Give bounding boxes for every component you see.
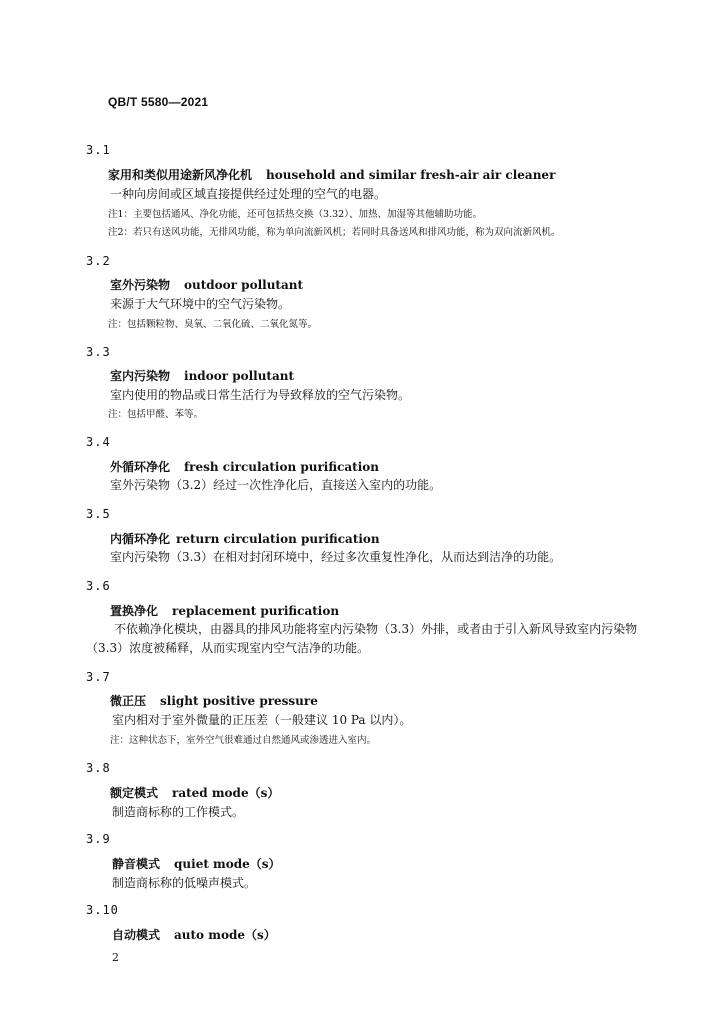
term-cn: 室外污染物 — [110, 278, 171, 292]
term-title — [108, 166, 555, 183]
term-cn: 置换净化 — [110, 604, 159, 618]
term-title — [110, 530, 380, 547]
term-note: 注：这种状态下，室外空气很难通过自然通风或渗透进入室内。 — [110, 735, 377, 746]
term-title — [110, 276, 303, 293]
document-header: QB/T 5580—2021 — [108, 95, 209, 109]
term-en: auto mode（s） — [174, 928, 276, 942]
term-definition: 不依赖净化模块，由器具的排风功能将室内污染物（3.3）外排，或者由于引入新风导致室内污染物 — [114, 622, 638, 636]
term-definition: 制造商标称的低噪声模式。 — [112, 876, 257, 890]
term-title — [110, 458, 379, 475]
term-definition: 室内污染物（3.3）在相对封闭环境中，经过多次重复性净化，从而达到洁净的功能。 — [110, 550, 562, 564]
term-note: 注：包括甲醛、苯等。 — [108, 409, 204, 420]
term-definition: 室内使用的物品或日常生活行为导致释放的空气污染物。 — [110, 388, 411, 402]
term-definition: 来源于大气环境中的空气污染物。 — [110, 297, 291, 311]
term-title — [112, 926, 276, 943]
term-cn: 静音模式 — [112, 857, 161, 871]
page-number: 2 — [112, 951, 119, 964]
entry-number: 3.3 — [86, 345, 111, 359]
entry-number: 3.4 — [86, 435, 111, 449]
term-title — [110, 367, 294, 384]
entry-number: 3.8 — [86, 761, 111, 775]
term-en: household and similar fresh-air air cleaner — [266, 168, 556, 182]
term-note: 注2：若只有送风功能，无排风功能，称为单向流新风机；若同时具备送风和排风功能，称为双向流新风机。 — [108, 227, 561, 238]
term-cn: 自动模式 — [112, 928, 161, 942]
term-title — [110, 784, 279, 801]
entry-number: 3.7 — [86, 670, 111, 684]
term-en: slight positive pressure — [160, 694, 318, 708]
entry-number: 3.9 — [86, 832, 111, 846]
term-cn: 室内污染物 — [110, 369, 171, 383]
term-title — [110, 602, 339, 619]
term-en: replacement purification — [172, 604, 340, 618]
term-title — [112, 855, 281, 872]
entry-number: 3.10 — [86, 903, 119, 917]
term-cn: 额定模式 — [110, 786, 159, 800]
term-cn: 内循环净化 — [110, 532, 171, 546]
term-note: 注：包括颗粒物、臭氧、二氧化硫、二氧化氮等。 — [108, 319, 318, 330]
entry-number: 3.2 — [86, 254, 111, 268]
term-en: indoor pollutant — [184, 369, 295, 383]
term-cn: 外循环净化 — [110, 460, 171, 474]
term-definition: 室外污染物（3.2）经过一次性净化后，直接送入室内的功能。 — [110, 478, 442, 492]
entry-number: 3.6 — [86, 579, 111, 593]
term-definition: 室内相对于室外微量的正压差（一般建议 10 Pa 以内）。 — [112, 713, 412, 727]
term-en: fresh circulation purification — [184, 460, 379, 474]
entry-number: 3.1 — [86, 143, 111, 157]
entry-number: 3.5 — [86, 507, 111, 521]
term-note: 注1：主要包括通风、净化功能，还可包括热交换（3.32）、加热、加湿等其他辅助功能。 — [108, 209, 482, 220]
term-en: outdoor pollutant — [184, 278, 304, 292]
term-en: quiet mode（s） — [174, 857, 281, 871]
term-definition: 一种向房间或区域直接提供经过处理的空气的电器。 — [110, 187, 387, 201]
term-definition-continued: （3.3）浓度被稀释，从而实现室内空气洁净的功能。 — [86, 641, 370, 655]
term-title — [110, 692, 318, 709]
term-cn: 家用和类似用途新风净化机 — [108, 168, 253, 182]
term-en: return circulation purification — [176, 532, 380, 546]
term-cn: 微正压 — [110, 694, 147, 708]
term-definition: 制造商标称的工作模式。 — [112, 805, 245, 819]
term-en: rated mode（s） — [172, 786, 280, 800]
